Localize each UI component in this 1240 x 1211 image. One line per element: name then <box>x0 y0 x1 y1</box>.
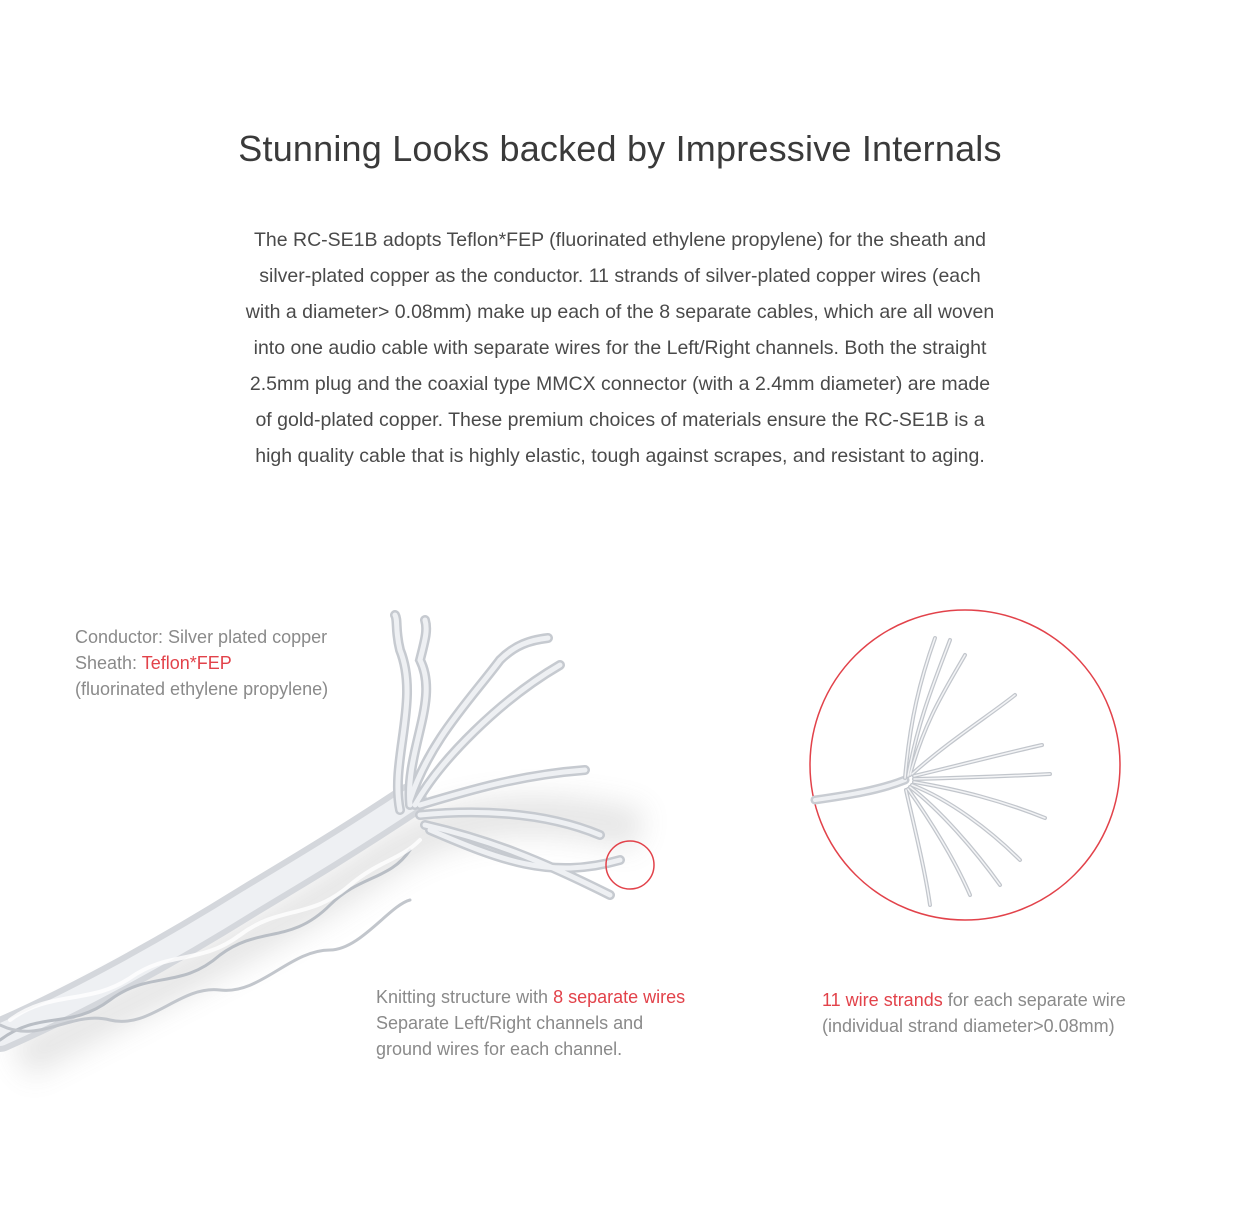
sheath-note: (fluorinated ethylene propylene) <box>75 679 329 699</box>
page-title: Stunning Looks backed by Impressive Internals <box>238 128 1002 169</box>
intro-line: with a diameter> 0.08mm) make up each of the 8 separate cables, which are all woven <box>245 301 995 323</box>
sheath-value: Teflon*FEP <box>141 653 232 673</box>
intro-line: high quality cable that is highly elastic, tough against scrapes, and resistant to aging. <box>255 445 985 467</box>
braided-cable <box>0 800 420 1040</box>
sheath-line <box>75 650 328 676</box>
knitting-caption <box>376 984 685 1062</box>
intro-line: The RC-SE1B adopts Teflon*FEP (fluorinated ethylene propylene) for the sheath and <box>253 229 987 251</box>
sheath-label: Sheath: <box>75 653 142 673</box>
strands-highlight: 11 wire strands <box>822 990 943 1010</box>
knitting-line <box>376 984 685 1010</box>
strands-caption <box>822 987 1126 1039</box>
strands-line-2: (individual strand diameter>0.08mm) <box>822 1016 1115 1036</box>
knitting-highlight: 8 separate wires <box>553 987 686 1007</box>
material-caption <box>75 624 328 702</box>
intro-line: 2.5mm plug and the coaxial type MMCX connector (with a 2.4mm diameter) are made <box>249 373 991 395</box>
knitting-line-2: Separate Left/Right channels and <box>376 1013 644 1033</box>
intro-line: of gold-plated copper. These premium choices of materials ensure the RC-SE1B is a <box>255 409 985 431</box>
magnified-strand-view <box>810 610 1120 920</box>
strands-line <box>822 987 1126 1013</box>
strands-suffix: for each separate wire <box>942 990 1126 1010</box>
knitting-prefix: Knitting structure with <box>376 987 554 1007</box>
knitting-line-3: ground wires for each channel. <box>376 1039 623 1059</box>
conductor-label: Conductor: Silver plated copper <box>75 627 328 647</box>
intro-line: silver-plated copper as the conductor. 11 strands of silver-plated copper wires (each <box>259 265 981 287</box>
intro-line: into one audio cable with separate wires for the Left/Right channels. Both the straight <box>253 337 987 359</box>
